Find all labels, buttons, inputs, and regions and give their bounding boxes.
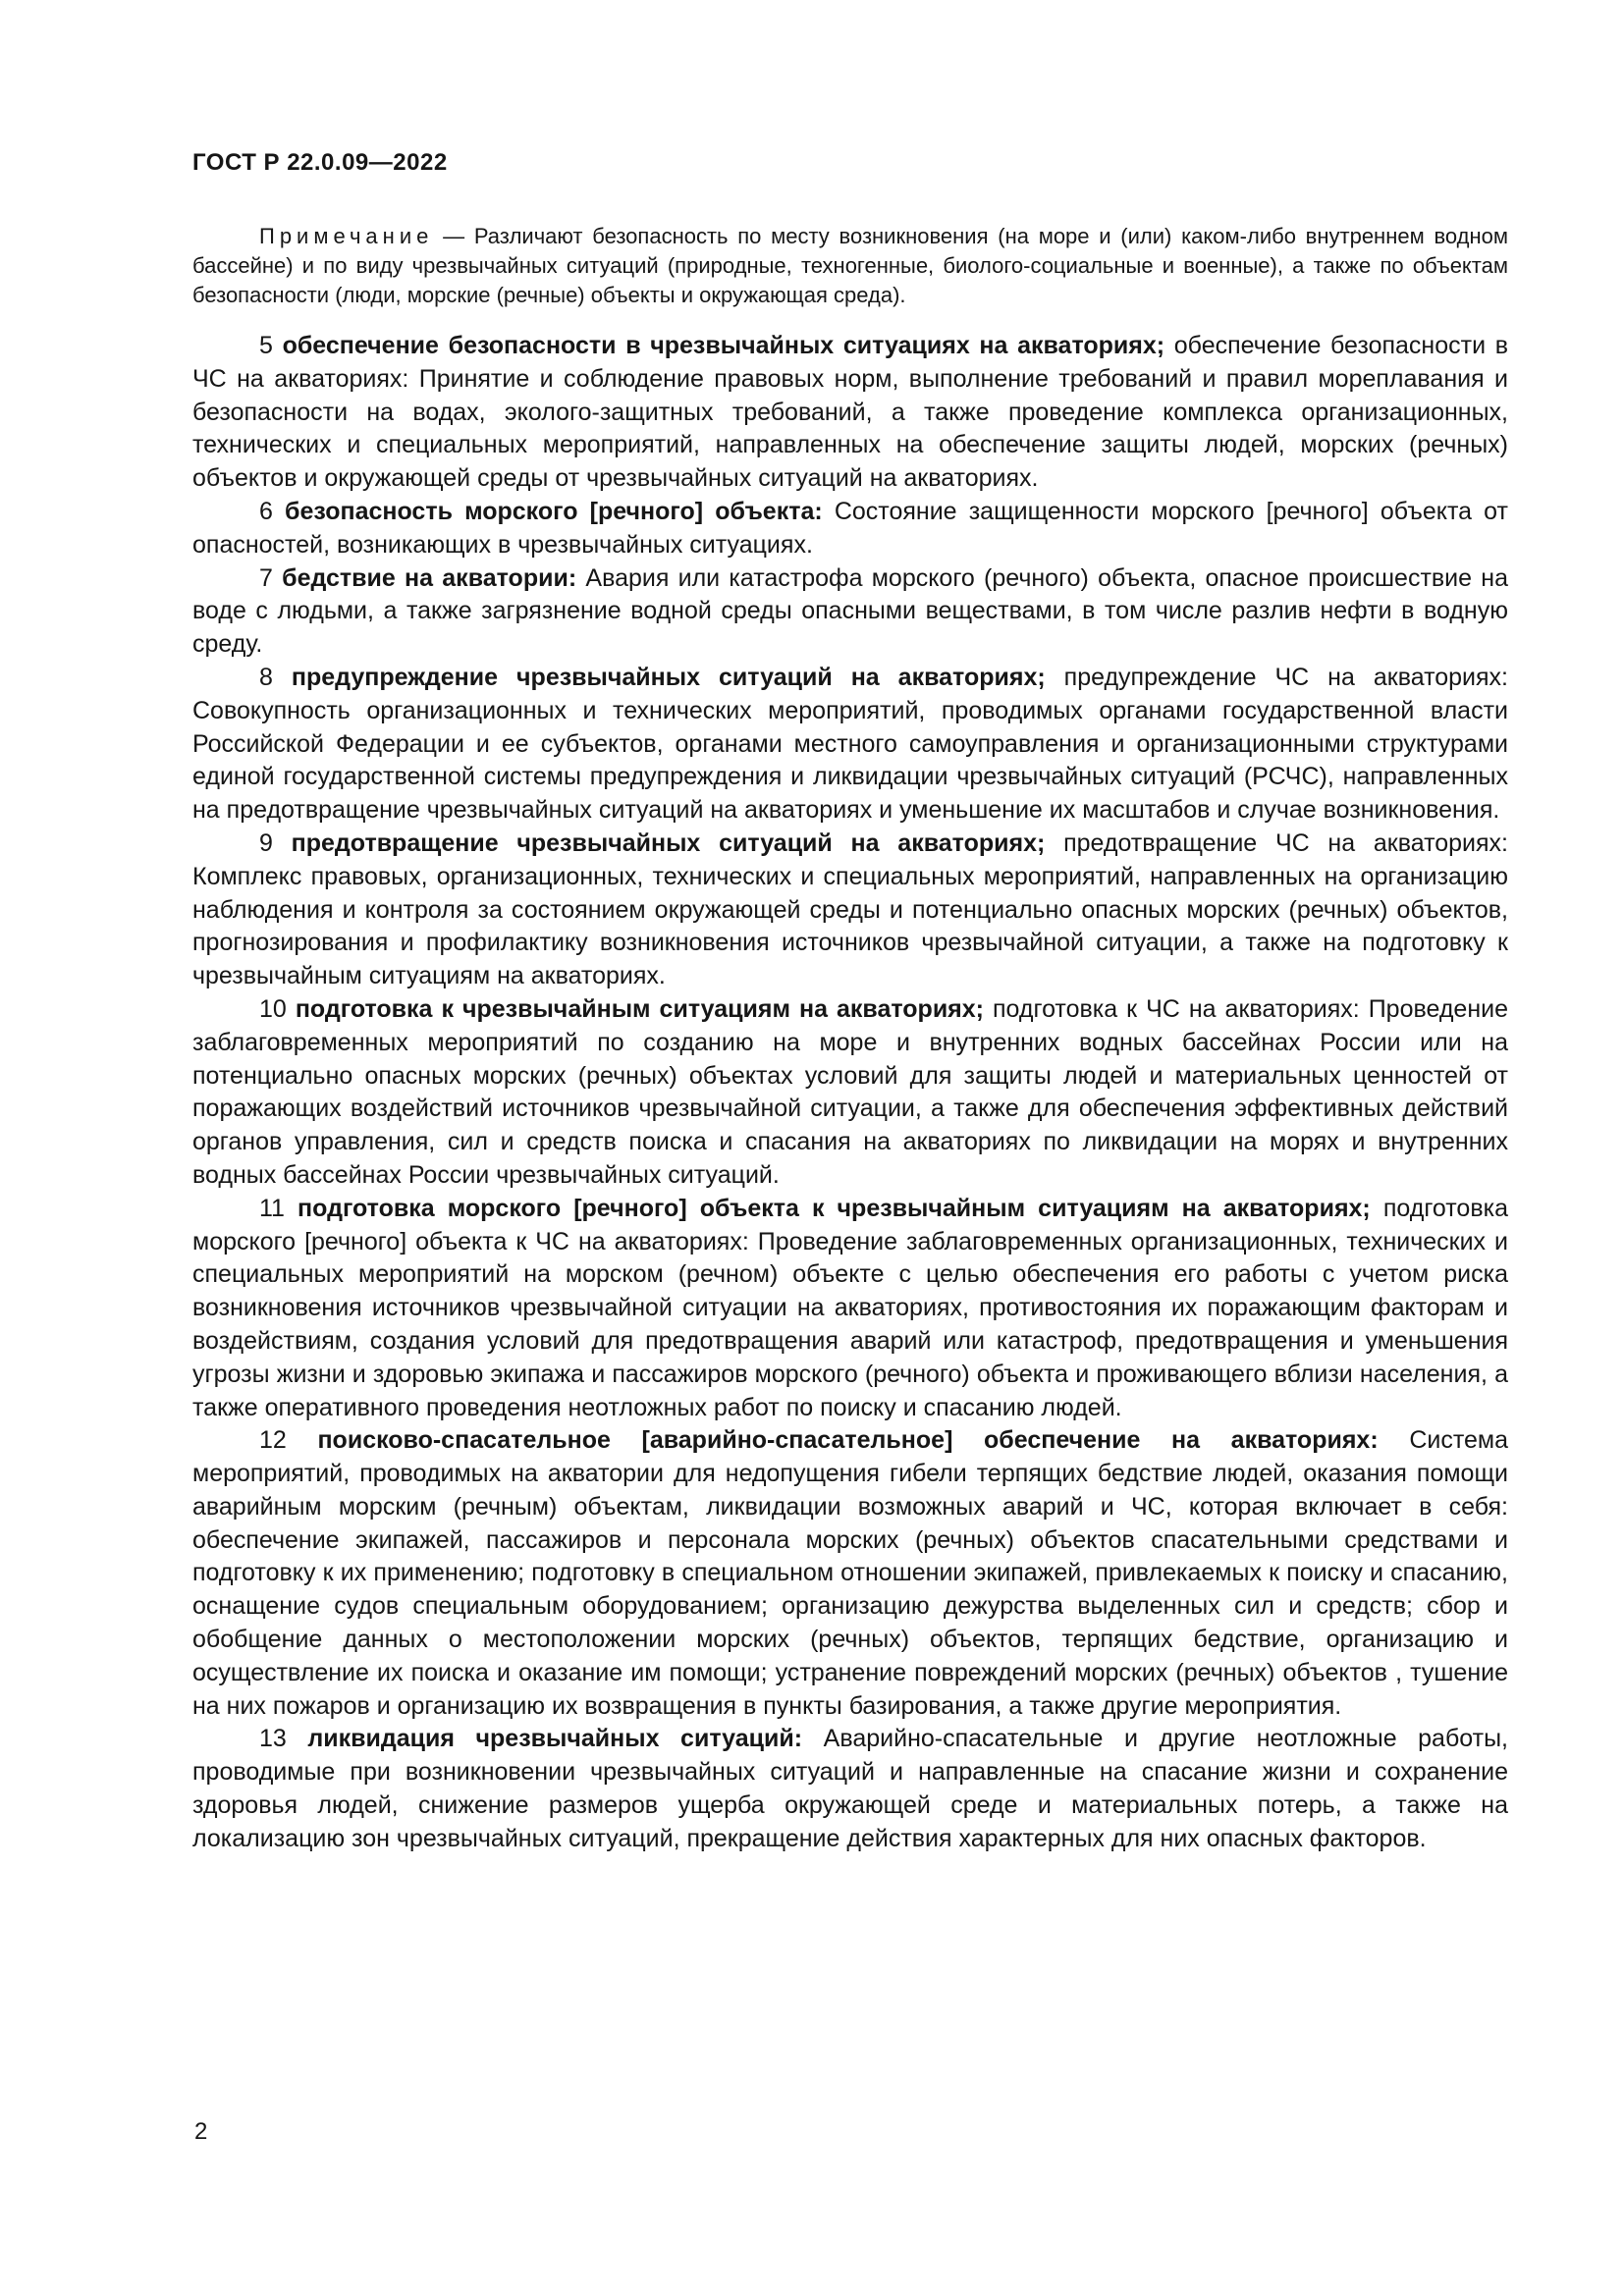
- term-number: 7: [259, 563, 273, 592]
- term-title: предупреждение чрезвычайных ситуаций на акваториях;: [291, 663, 1046, 691]
- term-entry-9: [192, 828, 1508, 993]
- term-number: 11: [259, 1194, 285, 1222]
- document-body: [192, 222, 1508, 1856]
- term-title: ликвидация чрезвычайных ситуаций:: [307, 1725, 803, 1753]
- term-title: предотвращение чрезвычайных ситуаций на акваториях;: [291, 828, 1046, 857]
- term-definition: Авария или катастрофа морского (речного) объекта, опасное происшествие на воде с людьми, а также загрязнение водной среды опасными веществами, в том числе разлив нефти в водную среду.: [192, 563, 1508, 659]
- term-entry-10: [192, 993, 1508, 1193]
- term-title: бедствие на акватории:: [282, 563, 577, 592]
- document-code: ГОСТ Р 22.0.09—2022: [192, 149, 448, 176]
- page-number: 2: [194, 2118, 208, 2145]
- term-entry-12: [192, 1424, 1508, 1723]
- note: [192, 222, 1508, 310]
- term-title: подготовка к чрезвычайным ситуациям на акваториях;: [295, 994, 984, 1023]
- term-entry-5: [192, 330, 1508, 496]
- term-number: 12: [259, 1426, 287, 1455]
- note-text: Различают безопасность по месту возникновения (на море и (или) каком-либо внутреннем водном бассейне) и по виду чрезвычайных ситуаций (природные, техногенные, биолого-социальные и военные), а также по объектам безопасности (люди, морские (речные) объекты и окружающая среда).: [192, 224, 1508, 307]
- term-entry-13: [192, 1723, 1508, 1855]
- term-definition: подготовка к ЧС на акваториях: Проведение заблаговременных мероприятий по созданию на море и внутренних водных бассейнах России или на потенциально опасных морских (речных) объектах условий для защиты людей и материальных ценностей от поражающих воздействий источников чрезвычайной ситуации, а также для обеспечения эффективных действий органов управления, сил и средств поиска и спасания на акваториях по ликвидации на морях и внутренних водных бассейнах России чрезвычайных ситуаций.: [192, 994, 1508, 1189]
- term-number: 8: [259, 663, 273, 691]
- term-number: 6: [259, 497, 273, 525]
- term-entry-11: [192, 1193, 1508, 1425]
- term-title: поисково-спасательное [аварийно-спасательное] обеспечение на акваториях:: [317, 1426, 1379, 1455]
- note-label: Примечание: [259, 224, 434, 248]
- term-title: обеспечение безопасности в чрезвычайных ситуациях на акваториях;: [282, 332, 1165, 359]
- term-entry-6: [192, 496, 1508, 562]
- term-entry-8: [192, 662, 1508, 828]
- term-number: 10: [259, 994, 287, 1023]
- term-definition: предупреждение ЧС на акваториях: Совокупность организационных и технических мероприятий, проводимых органами государственной власти Российской Федерации и ее субъектов, органами местного самоуправления и организационными структурами единой государственной системы предупреждения и ликвидации чрезвычайных ситуаций (РСЧС), направленных на предотвращение чрезвычайных ситуаций на акваториях и уменьшение их масштабов и случае возникновения.: [192, 663, 1508, 825]
- term-definition: обеспечение безопасности в ЧС на акваториях: Принятие и соблюдение правовых норм, выполнение требований и правил мореплавания и безопасности на водах, эколого-защитных требований, а также проведение комплекса организационных, технических и специальных мероприятий, направленных на обеспечение защиты людей, морских (речных) объектов и окружающей среды от чрезвычайных ситуаций на акваториях.: [192, 332, 1509, 493]
- term-number: 13: [259, 1725, 287, 1753]
- term-number: 9: [259, 828, 273, 857]
- term-title: подготовка морского [речного] объекта к чрезвычайным ситуациям на акваториях;: [298, 1194, 1371, 1222]
- term-title: безопасность морского [речного] объекта:: [285, 497, 823, 525]
- term-number: 5: [259, 332, 273, 359]
- term-entry-7: [192, 562, 1508, 662]
- term-definition: предотвращение ЧС на акваториях: Комплекс правовых, организационных, технических и специальных мероприятий, направленных на организацию наблюдения и контроля за состоянием окружающей среды и потенциально опасных морских (речных) объектов, прогнозирования и профилактику возникновения источников чрезвычайной ситуации, а также на подготовку к чрезвычайным ситуациям на акваториях.: [192, 828, 1508, 990]
- term-definition: Система мероприятий, проводимых на акватории для недопущения гибели терпящих бедствие людей, оказания помощи аварийным морским (речным) объектам, ликвидации возможных аварий и ЧС, которая включает в себя: обеспечение экипажей, пассажиров и персонала морских (речных) объектов спасательными средствами и подготовку к их применению; подготовку в специальном отношении экипажей, привлекаемых к поиску и спасанию, оснащение судов специальным оборудованием; организацию дежурства выделенных сил и средств; сбор и обобщение данных о местоположении морских (речных) объектов, терпящих бедствие, организацию и осуществление их поиска и оказание им помощи; устранение повреждений морских (речных) объектов , тушение на них пожаров и организацию их возвращения в пункты базирования, а также другие мероприятия.: [192, 1426, 1508, 1720]
- term-definition: Аварийно-спасательные и другие неотложные работы, проводимые при возникновении чрезвычайных ситуаций и направленные на спасание жизни и сохранение здоровья людей, снижение размеров ущерба окружающей среде и материальных потерь, а также на локализацию зон чрезвычайных ситуаций, прекращение действия характерных для них опасных факторов.: [192, 1725, 1508, 1852]
- term-definition: подготовка морского [речного] объекта к ЧС на акваториях: Проведение заблаговременных организационных, технических и специальных мероприятий на морском (речном) объекте с целью обеспечения его работы с учетом риска возникновения источников чрезвычайной ситуации на акваториях, противостояния их поражающим факторам и воздействиям, создания условий для предотвращения аварий или катастроф, предотвращения и уменьшения угрозы жизни и здоровью экипажа и пассажиров морского (речного) объекта и проживающего вблизи населения, а также оперативного проведения неотложных работ по поиску и спасанию людей.: [192, 1194, 1508, 1421]
- term-definition: Состояние защищенности морского [речного] объекта от опасностей, возникающих в чрезвычайных ситуациях.: [192, 497, 1508, 559]
- note-dash: —: [433, 224, 474, 248]
